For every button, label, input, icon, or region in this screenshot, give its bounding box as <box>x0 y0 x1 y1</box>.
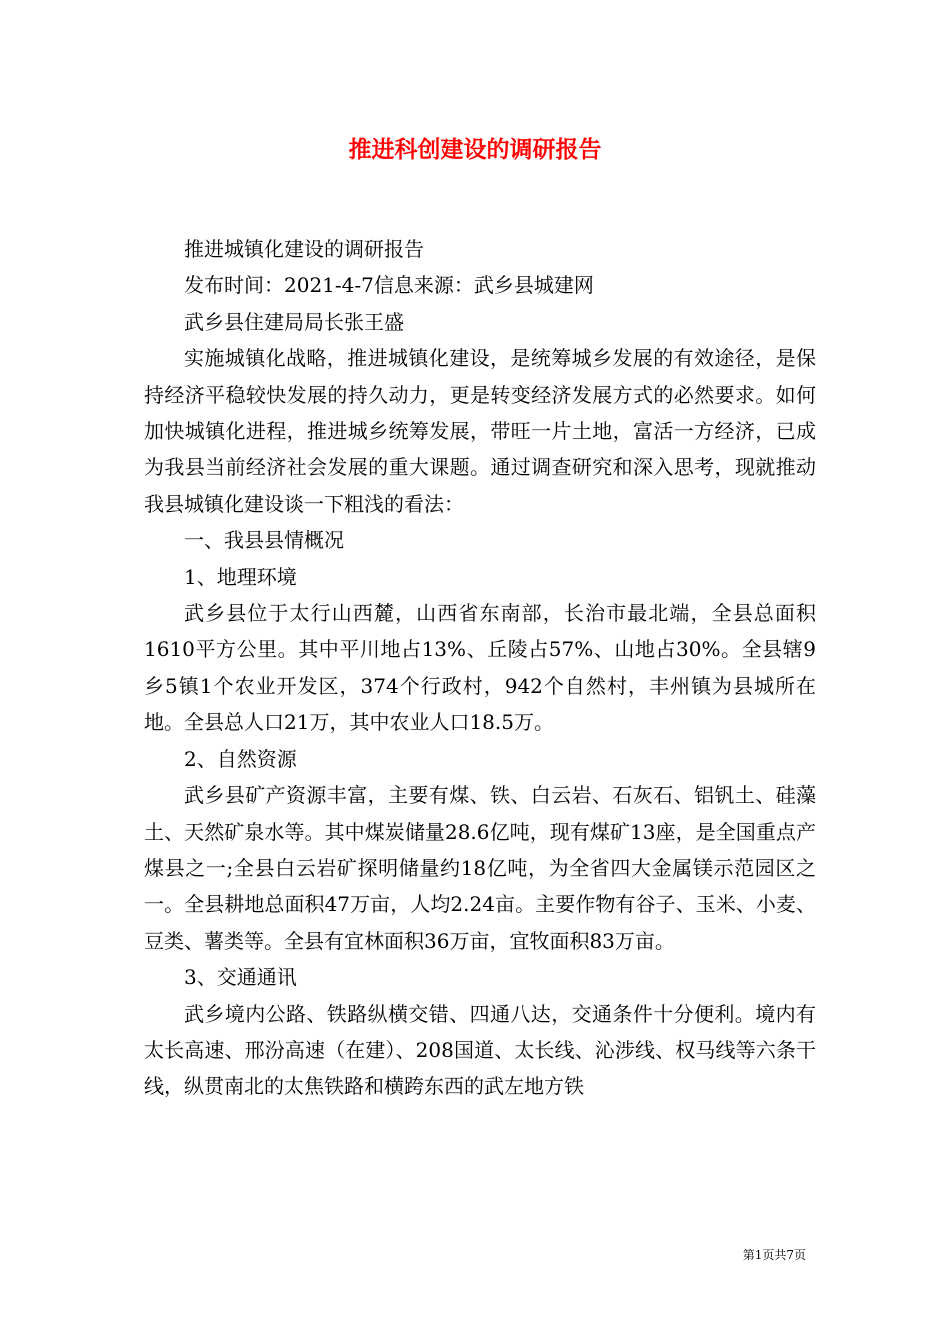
section-heading: 一、我县县情概况 <box>184 528 344 553</box>
document-body <box>144 231 816 1105</box>
subsection-heading: 1、地理环境 <box>184 564 297 589</box>
page-number: 第1页共7页 <box>742 1248 806 1262</box>
subsection-heading: 2、自然资源 <box>184 746 297 771</box>
subtitle-paragraph: 推进城镇化建设的调研报告 <box>184 237 424 261</box>
subsection-heading: 3、交通通讯 <box>184 965 297 990</box>
author-paragraph: 武乡县住建局局长张王盛 <box>184 309 404 334</box>
geography-paragraph: 武乡县位于太行山西麓，山西省东南部，长治市最北端，全县总面积1610平方公里。其中平川地占13%、丘陵占57%、山地占30%。全县辖9乡5镇1个农业开发区，374个行政村，942个自然村，丰州镇为县城所在地。全县总人口21万，其中农业人口18.5万。 <box>144 601 816 735</box>
transport-paragraph: 武乡境内公路、铁路纵横交错、四通八达，交通条件十分便利。境内有太长高速、邢汾高速（在建）、208国道、太长线、沁涉线、权马线等六条干线，纵贯南北的太焦铁路和横跨东西的武左地方铁 <box>144 1001 816 1099</box>
resources-paragraph: 武乡县矿产资源丰富，主要有煤、铁、白云岩、石灰石、铝钒土、硅藻土、天然矿泉水等。其中煤炭储量28.6亿吨，现有煤矿13座，是全国重点产煤县之一;全县白云岩矿探明储量约18亿吨，为全省四大金属镁示范园区之一。全县耕地总面积47万亩，人均2.24亩。主要作物有谷子、玉米、小麦、豆类、薯类等。全县有宜林面积36万亩，宜牧面积83万亩。 <box>144 783 816 953</box>
publish-info-paragraph: 发布时间：2021-4-7信息来源：武乡县城建网 <box>184 273 594 298</box>
intro-paragraph: 实施城镇化战略，推进城镇化建设，是统筹城乡发展的有效途径，是保持经济平稳较快发展的持久动力，更是转变经济发展方式的必然要求。如何加快城镇化进程，推进城乡统筹发展，带旺一片土地，富活一方经济，已成为我县当前经济社会发展的重大课题。通过调查研究和深入思考，现就推动我县城镇化建设谈一下粗浅的看法： <box>144 346 816 516</box>
document-title: 推进科创建设的调研报告 <box>348 136 602 163</box>
